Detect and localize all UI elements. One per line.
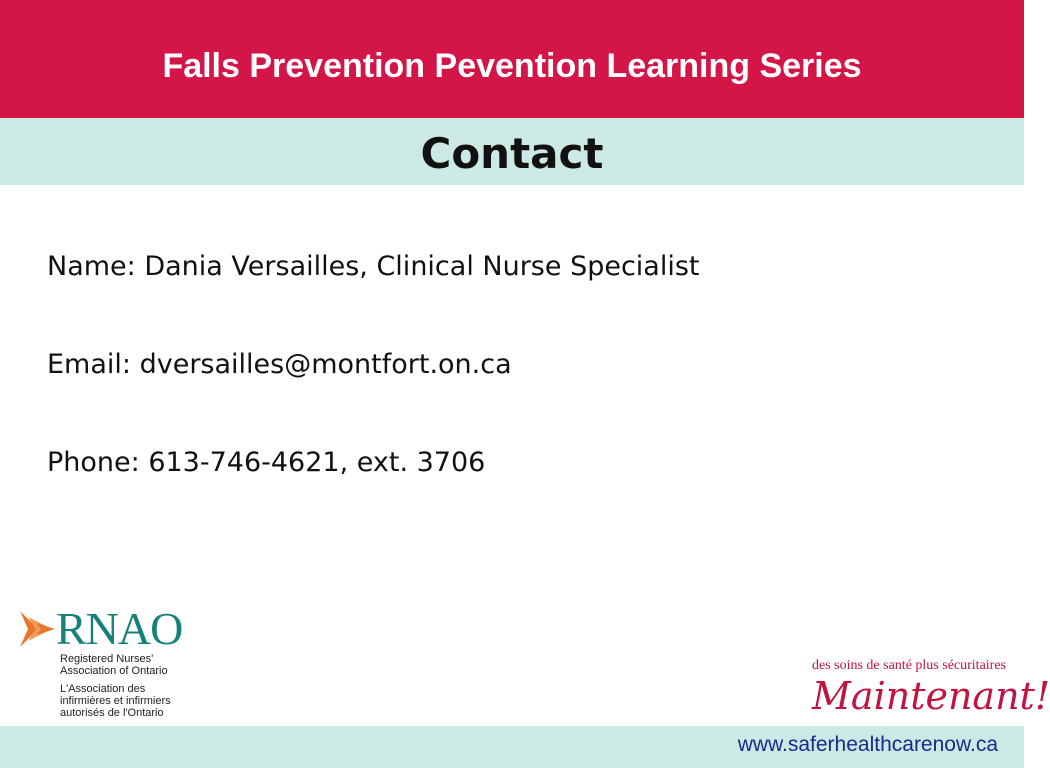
contact-email: Email: dversailles@montfort.on.ca (47, 349, 512, 380)
rnao-logo (18, 605, 218, 723)
rnao-english-name (60, 653, 168, 677)
rnao-star-icon (18, 609, 56, 649)
campaign-script-wordmark: Maintenant! (812, 674, 1050, 718)
rnao-wordmark: RNAO (56, 603, 183, 654)
campaign-tagline: des soins de santé plus sécuritaires (811, 658, 1006, 673)
contact-phone: Phone: 613-746-4621, ext. 3706 (47, 447, 486, 478)
rnao-english-line: Association of Ontario (60, 665, 168, 677)
rnao-french-name (60, 683, 171, 719)
contact-name: Name: Dania Versailles, Clinical Nurse Specialist (47, 251, 700, 282)
rnao-french-line: autorisés de l'Ontario (60, 707, 164, 719)
rnao-french-line: L'Association des (60, 683, 146, 695)
series-title: Falls Prevention Pevention Learning Series (162, 47, 862, 85)
contact-details (47, 247, 700, 541)
slide-title: Contact (420, 129, 604, 178)
rnao-french-line: infirmières et infirmiers (60, 695, 171, 707)
footer-website-url: www.saferhealthcarenow.ca (737, 733, 998, 756)
campaign-logo (806, 648, 1050, 728)
rnao-english-line: Registered Nurses' (60, 653, 154, 665)
